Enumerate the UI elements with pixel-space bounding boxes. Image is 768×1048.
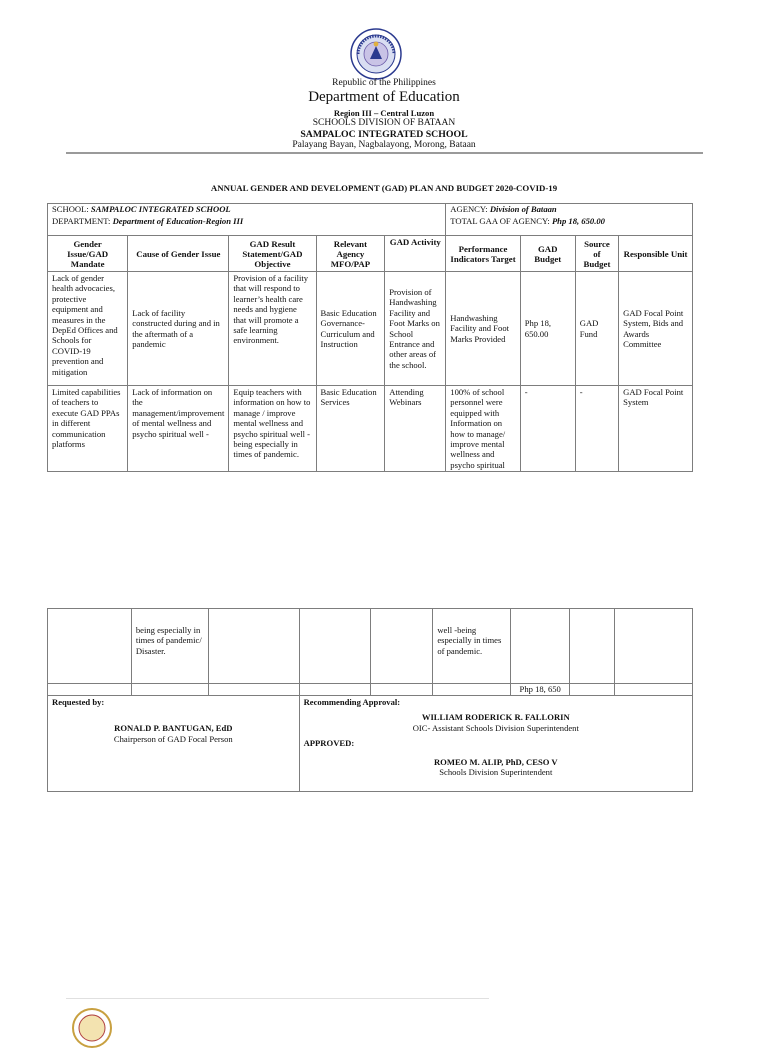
region-text: Region III – Central Luzon: [333, 108, 435, 118]
school-info: [48, 204, 446, 216]
table-cell: [131, 684, 208, 696]
footer-seal-logo: [72, 1008, 112, 1048]
school-address: Palayang Bayan, Nagbalayong, Morong, Bataan: [292, 140, 476, 150]
total-budget: Php 18, 650: [511, 684, 570, 696]
table-cell: Equip teachers with information on how to manage / improve mental wellness and psycho spiritual well - being especially in times of pandemic.: [229, 386, 316, 472]
table-cell: [433, 684, 511, 696]
requested-name: RONALD P. BANTUGAN, EdD: [114, 723, 233, 734]
table-cell: Attending Webinars: [385, 386, 446, 472]
gaa-info: [446, 216, 693, 236]
column-header-row: [48, 236, 693, 272]
deped-seal-logo: [350, 28, 402, 80]
department-label: DEPARTMENT:: [52, 215, 113, 226]
recommending-name: WILLIAM RODERICK R. FALLORIN: [421, 712, 570, 723]
table-cell: [615, 684, 693, 696]
department-title: Department of Education: [308, 89, 460, 105]
requested-title: Chairperson of GAD Focal Person: [113, 733, 233, 744]
table-cell: GAD Fund: [575, 272, 618, 386]
table-cell: Provision of Handwashing Facility and Foot Marks on School Entrance and other areas of the school.: [385, 272, 446, 386]
table-cell: [48, 609, 132, 684]
table-cell: [208, 684, 299, 696]
table-cell: [371, 609, 433, 684]
agency-info: [446, 204, 693, 216]
col-header: GAD Result Statement/GAD Objective: [229, 236, 316, 272]
table-cell: [570, 684, 615, 696]
table-cell: Basic Education Governance- Curriculum and Instruction: [316, 272, 385, 386]
col-header: Gender Issue/GAD Mandate: [48, 236, 128, 272]
school-value: SAMPALOC INTEGRATED SCHOOL: [90, 204, 231, 214]
total-row: [48, 684, 693, 696]
requested-label: Requested by:: [52, 697, 105, 707]
table-row: [48, 609, 693, 684]
table-cell: well -being especially in times of pandemic.: [433, 609, 511, 684]
info-row-school: [48, 204, 693, 216]
table-cell: [615, 609, 693, 684]
recommending-label: Recommending Approval:: [303, 697, 401, 707]
signature-row: [48, 696, 693, 792]
document-title: ANNUAL GENDER AND DEVELOPMENT (GAD) PLAN AND BUDGET 2020-COVID-19: [210, 183, 558, 193]
agency-value: Division of Bataan: [489, 204, 557, 214]
table-cell: Handwashing Facility and Foot Marks Provided: [446, 272, 520, 386]
approved-title: Schools Division Superintendent: [439, 767, 553, 778]
table-cell: Basic Education Services: [316, 386, 385, 472]
col-header: Cause of Gender Issue: [128, 236, 229, 272]
table-cell: GAD Focal Point System, Bids and Awards Committee: [619, 272, 693, 386]
approved-name: ROMEO M. ALIP, PhD, CESO V: [433, 756, 558, 767]
school-label: SCHOOL:: [52, 204, 91, 214]
recommending-title: OIC- Assistant Schools Division Superintendent: [412, 722, 579, 733]
table-row: [48, 386, 693, 472]
table-cell: [511, 609, 570, 684]
table-cell: Lack of information on the management/improvement of mental wellness and psycho spiritual well -: [128, 386, 229, 472]
table-cell: Lack of gender health advocacies, protective equipment and measures in the DepEd Offices and Schools for COVID-19 prevention and mitigation: [48, 272, 128, 386]
table-cell: [208, 609, 299, 684]
requested-by-block: [48, 696, 300, 792]
department-info: [48, 216, 446, 236]
table-cell: Lack of facility constructed during and in the aftermath of a pandemic: [128, 272, 229, 386]
table-cell: GAD Focal Point System: [619, 386, 693, 472]
table-cell: Php 18, 650.00: [520, 272, 575, 386]
table-cell: 100% of school personnel were equipped with Information on how to manage/ improve mental wellness and psycho spiritual: [446, 386, 520, 472]
gad-plan-continuation-table: [47, 608, 693, 792]
table-cell: [299, 609, 371, 684]
approval-block: [299, 696, 692, 792]
gaa-label: TOTAL GAA OF AGENCY:: [450, 215, 552, 226]
republic-text: Republic of the Philippines: [332, 78, 436, 88]
footer-divider: [66, 998, 489, 999]
gad-plan-table: [47, 203, 693, 472]
col-header: Source of Budget: [575, 236, 618, 272]
col-header: Relevant Agency MFO/PAP: [316, 236, 385, 272]
table-cell: -: [520, 386, 575, 472]
gaa-value: Php 18, 650.00: [551, 215, 605, 226]
table-cell: Limited capabilities of teachers to execute GAD PPAs in different communication platforms: [48, 386, 128, 472]
department-value: Department of Education-Region III: [112, 215, 244, 226]
col-header: Responsible Unit: [619, 236, 693, 272]
table-cell: being especially in times of pandemic/ Disaster.: [131, 609, 208, 684]
table-cell: [299, 684, 371, 696]
col-header: GAD Activity: [385, 236, 446, 272]
col-header: Performance Indicators Target: [446, 236, 520, 272]
table-cell: -: [575, 386, 618, 472]
approved-label: APPROVED:: [303, 738, 355, 749]
table-cell: [371, 684, 433, 696]
info-row-department: [48, 216, 693, 236]
school-name: SAMPALOC INTEGRATED SCHOOL: [300, 129, 468, 140]
table-row: [48, 272, 693, 386]
col-header: GAD Budget: [520, 236, 575, 272]
agency-label: AGENCY:: [450, 204, 490, 214]
table-cell: Provision of a facility that will respond to learner’s health care needs and hygiene that will promote a safe learning environment.: [229, 272, 316, 386]
table-cell: [570, 609, 615, 684]
header-divider: [66, 152, 703, 154]
division-text: SCHOOLS DIVISION OF BATAAN: [312, 118, 456, 128]
table-cell: [48, 684, 132, 696]
